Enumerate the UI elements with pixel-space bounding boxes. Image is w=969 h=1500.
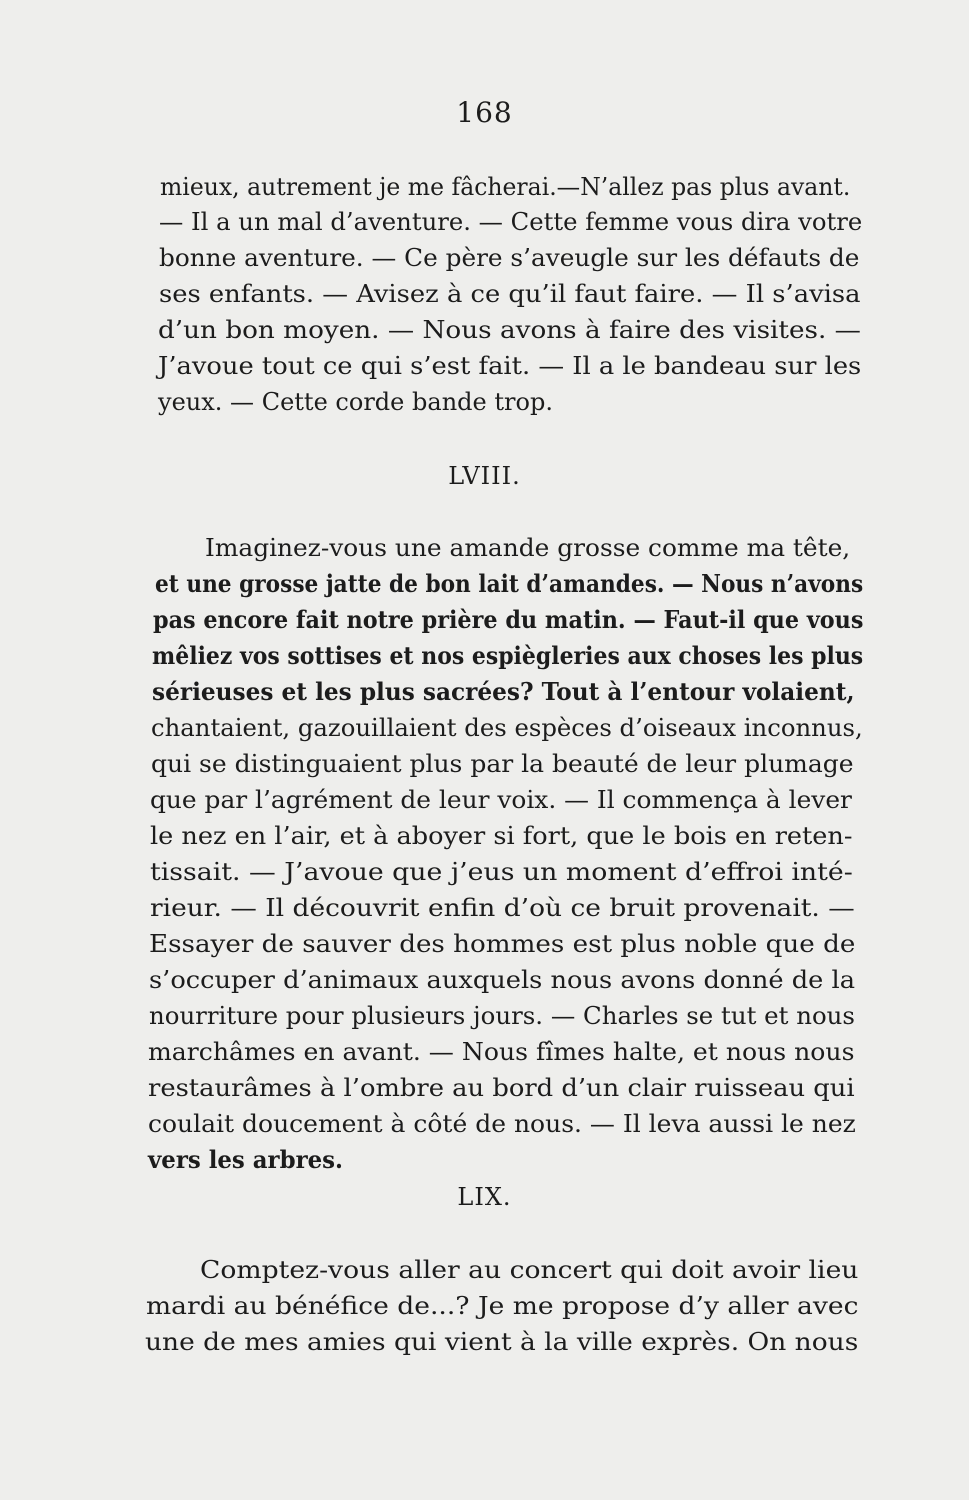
section-heading-lix: LIX. — [457, 1183, 512, 1211]
text-line: marchâmes en avant. — Nous fîmes halte, et nous nous — [148, 1037, 855, 1066]
text-line: vers les arbres. — [148, 1145, 344, 1174]
text-line: mieux, autrement je me fâcherai.—N’allez pas plus avant. — [160, 172, 851, 201]
text-line: et une grosse jatte de bon lait d’amandes. — Nous n’avons — [155, 569, 864, 598]
section-heading-lviii: LVIII. — [448, 462, 521, 490]
text-line: ses enfants. — Avisez à ce qu’il faut faire. — Il s’avisa — [159, 279, 861, 308]
text-line: s’occuper d’animaux auxquels nous avons donné de la — [149, 965, 856, 994]
text-line: yeux. — Cette corde bande trop. — [158, 387, 553, 416]
text-line: restaurâmes à l’ombre au bord d’un clair ruisseau qui — [148, 1073, 855, 1102]
text-line: nourriture pour plusieurs jours. — Charles se tut et nous — [149, 1001, 855, 1030]
text-line: une de mes amies qui vient à la ville exprès. On nous — [145, 1327, 859, 1356]
text-line: pas encore fait notre prière du matin. — Faut-il que vous — [153, 605, 864, 634]
text-line: rieur. — Il découvrit enfin d’où ce bruit provenait. — — [150, 893, 855, 922]
text-line: chantaient, gazouillaient des espèces d’oiseaux inconnus, — [151, 713, 863, 742]
text-line: que par l’agrément de leur voix. — Il commença à lever — [150, 785, 852, 814]
text-line: bonne aventure. — Ce père s’aveugle sur les défauts de — [159, 243, 860, 272]
text-line: Comptez-vous aller au concert qui doit avoir lieu — [200, 1255, 859, 1284]
text-line: Imaginez-vous une amande grosse comme ma tête, — [205, 533, 851, 562]
text-line: — Il a un mal d’aventure. — Cette femme vous dira votre — [159, 207, 863, 236]
page-number: 168 — [456, 96, 513, 129]
text-line: mardi au bénéfice de...? Je me propose d’y aller avec — [146, 1291, 859, 1320]
text-line: qui se distinguaient plus par la beauté de leur plumage — [151, 749, 854, 778]
text-line: coulait doucement à côté de nous. — Il leva aussi le nez — [148, 1109, 856, 1138]
text-line: J’avoue tout ce qui s’est fait. — Il a le bandeau sur les — [158, 351, 862, 380]
text-line: mêliez vos sottises et nos espiègleries aux choses les plus — [152, 641, 864, 670]
text-line: le nez en l’air, et à aboyer si fort, que le bois en reten- — [150, 821, 853, 850]
text-line: Essayer de sauver des hommes est plus noble que de — [149, 929, 856, 958]
text-line: sérieuses et les plus sacrées? Tout à l’entour volaient, — [152, 677, 855, 706]
text-line: d’un bon moyen. — Nous avons à faire des visites. — — [158, 315, 861, 344]
text-line: tissait. — J’avoue que j’eus un moment d’effroi inté- — [150, 857, 853, 886]
